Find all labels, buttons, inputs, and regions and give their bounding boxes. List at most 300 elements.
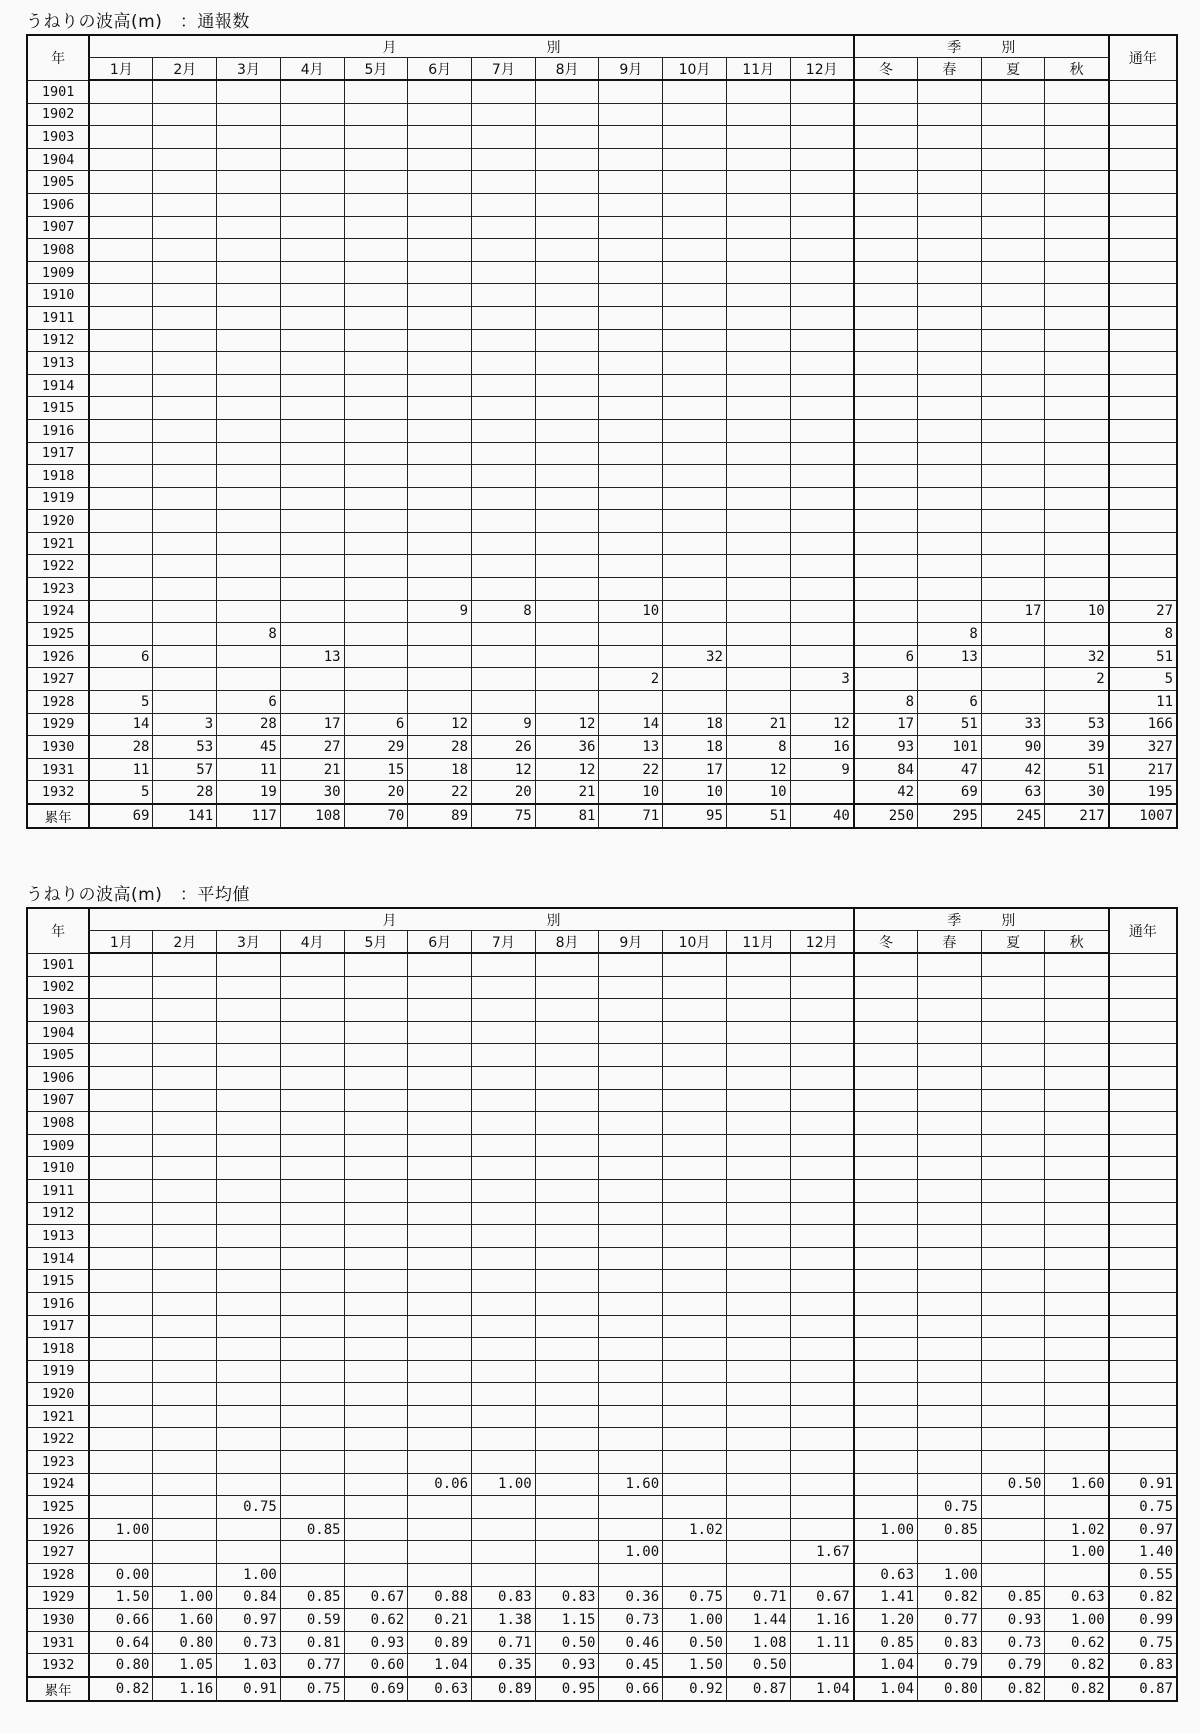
table-row bbox=[27, 623, 1177, 646]
value-cell bbox=[981, 1044, 1045, 1067]
value-cell bbox=[153, 1564, 217, 1587]
value-cell bbox=[89, 1383, 153, 1406]
value-cell bbox=[89, 623, 153, 646]
value-cell: 108 bbox=[280, 804, 344, 828]
value-cell bbox=[280, 487, 344, 510]
value-cell bbox=[1109, 487, 1177, 510]
table-row bbox=[27, 781, 1177, 804]
value-cell bbox=[408, 645, 472, 668]
value-cell bbox=[89, 216, 153, 239]
monthly-group-label-1: 月 bbox=[382, 912, 397, 929]
month-header: 6月 bbox=[408, 58, 472, 81]
value-cell bbox=[217, 1518, 281, 1541]
value-cell bbox=[663, 419, 727, 442]
value-cell bbox=[854, 465, 918, 488]
value-cell: 1007 bbox=[1109, 804, 1177, 828]
value-cell bbox=[663, 1564, 727, 1587]
value-cell: 12 bbox=[790, 713, 854, 736]
value-cell: 93 bbox=[854, 736, 918, 759]
value-cell: 0.00 bbox=[89, 1564, 153, 1587]
value-cell: 1.67 bbox=[790, 1541, 854, 1564]
value-cell bbox=[344, 953, 408, 976]
table-row bbox=[27, 80, 1177, 103]
month-header: 1月 bbox=[89, 58, 153, 81]
value-cell bbox=[854, 668, 918, 691]
monthly-group-label-1: 月 bbox=[382, 39, 397, 56]
value-cell bbox=[790, 1066, 854, 1089]
value-cell bbox=[663, 953, 727, 976]
value-cell: 42 bbox=[981, 758, 1045, 781]
value-cell bbox=[599, 1338, 663, 1361]
value-cell bbox=[217, 1383, 281, 1406]
year-cell: 1929 bbox=[27, 713, 89, 736]
value-cell bbox=[280, 953, 344, 976]
value-cell bbox=[726, 1518, 790, 1541]
value-cell bbox=[599, 1066, 663, 1089]
value-cell bbox=[535, 691, 599, 714]
value-cell bbox=[472, 261, 536, 284]
value-cell bbox=[344, 600, 408, 623]
value-cell: 1.41 bbox=[854, 1586, 918, 1609]
value-cell bbox=[918, 1428, 982, 1451]
value-cell bbox=[1109, 1270, 1177, 1293]
value-cell bbox=[408, 1270, 472, 1293]
season-header: 春 bbox=[918, 931, 982, 954]
value-cell: 117 bbox=[217, 804, 281, 828]
value-cell bbox=[153, 103, 217, 126]
value-cell bbox=[663, 976, 727, 999]
value-cell bbox=[918, 126, 982, 149]
value-cell: 27 bbox=[1109, 600, 1177, 623]
value-cell bbox=[790, 1518, 854, 1541]
month-header: 4月 bbox=[280, 58, 344, 81]
value-cell bbox=[790, 1179, 854, 1202]
value-cell bbox=[472, 239, 536, 262]
value-cell bbox=[1045, 1066, 1109, 1089]
value-cell: 14 bbox=[89, 713, 153, 736]
value-cell bbox=[472, 465, 536, 488]
value-cell bbox=[535, 1383, 599, 1406]
value-cell bbox=[217, 1473, 281, 1496]
month-header: 8月 bbox=[535, 58, 599, 81]
value-cell bbox=[1109, 1360, 1177, 1383]
value-cell: 26 bbox=[472, 736, 536, 759]
value-cell: 0.59 bbox=[280, 1609, 344, 1632]
value-cell bbox=[726, 1270, 790, 1293]
value-cell bbox=[599, 1405, 663, 1428]
value-cell: 14 bbox=[599, 713, 663, 736]
value-cell: 0.97 bbox=[217, 1609, 281, 1632]
value-cell bbox=[981, 1315, 1045, 1338]
value-cell bbox=[726, 171, 790, 194]
value-cell bbox=[726, 1089, 790, 1112]
value-cell bbox=[663, 1202, 727, 1225]
value-cell bbox=[535, 1315, 599, 1338]
value-cell bbox=[663, 600, 727, 623]
value-cell: 9 bbox=[790, 758, 854, 781]
value-cell: 0.82 bbox=[918, 1586, 982, 1609]
year-cell: 1902 bbox=[27, 976, 89, 999]
value-cell bbox=[89, 284, 153, 307]
value-cell bbox=[344, 510, 408, 533]
value-cell bbox=[918, 193, 982, 216]
value-cell: 21 bbox=[535, 781, 599, 804]
value-cell bbox=[854, 1066, 918, 1089]
value-cell bbox=[981, 1496, 1045, 1519]
value-cell bbox=[981, 148, 1045, 171]
value-cell bbox=[1045, 419, 1109, 442]
value-cell: 69 bbox=[89, 804, 153, 828]
value-cell: 0.82 bbox=[1109, 1586, 1177, 1609]
value-cell bbox=[663, 1157, 727, 1180]
value-cell: 81 bbox=[535, 804, 599, 828]
value-cell bbox=[344, 397, 408, 420]
table-row bbox=[27, 374, 1177, 397]
value-cell bbox=[790, 976, 854, 999]
value-cell: 0.36 bbox=[599, 1586, 663, 1609]
value-cell: 0.73 bbox=[599, 1609, 663, 1632]
section-title: うねりの波高(m) ：平均値 bbox=[26, 885, 250, 905]
value-cell: 17 bbox=[663, 758, 727, 781]
value-cell bbox=[663, 999, 727, 1022]
value-cell bbox=[472, 645, 536, 668]
value-cell bbox=[217, 1157, 281, 1180]
value-cell bbox=[280, 1292, 344, 1315]
value-cell bbox=[344, 1360, 408, 1383]
value-cell bbox=[217, 1405, 281, 1428]
value-cell bbox=[472, 193, 536, 216]
value-cell bbox=[790, 600, 854, 623]
value-cell bbox=[726, 216, 790, 239]
value-cell bbox=[918, 1112, 982, 1135]
value-cell bbox=[472, 487, 536, 510]
value-cell bbox=[472, 1405, 536, 1428]
value-cell: 47 bbox=[918, 758, 982, 781]
value-cell bbox=[89, 1089, 153, 1112]
value-cell bbox=[408, 1315, 472, 1338]
value-cell: 8 bbox=[217, 623, 281, 646]
value-cell: 19 bbox=[217, 781, 281, 804]
value-cell: 1.00 bbox=[1045, 1541, 1109, 1564]
value-cell bbox=[1109, 1451, 1177, 1474]
value-cell: 1.44 bbox=[726, 1609, 790, 1632]
value-cell bbox=[408, 329, 472, 352]
value-cell bbox=[408, 1202, 472, 1225]
value-cell bbox=[1045, 953, 1109, 976]
value-cell: 13 bbox=[599, 736, 663, 759]
value-cell: 0.88 bbox=[408, 1586, 472, 1609]
value-cell bbox=[472, 623, 536, 646]
value-cell bbox=[344, 352, 408, 375]
value-cell bbox=[726, 1564, 790, 1587]
value-cell bbox=[408, 103, 472, 126]
value-cell bbox=[663, 1315, 727, 1338]
value-cell: 6 bbox=[854, 645, 918, 668]
value-cell bbox=[217, 999, 281, 1022]
table-row bbox=[27, 1473, 1177, 1496]
value-cell: 0.84 bbox=[217, 1586, 281, 1609]
value-cell: 1.00 bbox=[599, 1541, 663, 1564]
value-cell bbox=[1109, 1202, 1177, 1225]
value-cell: 6 bbox=[89, 645, 153, 668]
table-row bbox=[27, 668, 1177, 691]
value-cell bbox=[408, 148, 472, 171]
value-cell bbox=[599, 419, 663, 442]
value-cell bbox=[153, 1225, 217, 1248]
month-header: 8月 bbox=[535, 931, 599, 954]
month-header: 6月 bbox=[408, 931, 472, 954]
value-cell bbox=[408, 1383, 472, 1406]
value-cell bbox=[981, 1451, 1045, 1474]
year-cell: 1915 bbox=[27, 397, 89, 420]
value-cell bbox=[472, 171, 536, 194]
value-cell bbox=[280, 1564, 344, 1587]
value-cell bbox=[599, 578, 663, 601]
value-cell bbox=[280, 1066, 344, 1089]
value-cell bbox=[535, 171, 599, 194]
value-cell bbox=[918, 442, 982, 465]
value-cell bbox=[535, 1089, 599, 1112]
value-cell bbox=[408, 465, 472, 488]
value-cell bbox=[280, 1225, 344, 1248]
value-cell bbox=[217, 1315, 281, 1338]
value-cell bbox=[790, 532, 854, 555]
value-cell bbox=[981, 80, 1045, 103]
value-cell bbox=[280, 442, 344, 465]
value-cell bbox=[408, 1247, 472, 1270]
month-header: 3月 bbox=[217, 58, 281, 81]
value-cell bbox=[153, 239, 217, 262]
value-cell bbox=[217, 397, 281, 420]
value-cell: 1.05 bbox=[153, 1654, 217, 1677]
value-cell bbox=[1045, 103, 1109, 126]
value-cell bbox=[663, 1541, 727, 1564]
table-row bbox=[27, 1541, 1177, 1564]
table-row bbox=[27, 352, 1177, 375]
monthly-group-header bbox=[89, 908, 854, 931]
value-cell bbox=[981, 1021, 1045, 1044]
value-cell bbox=[89, 193, 153, 216]
value-cell: 0.87 bbox=[726, 1677, 790, 1701]
value-cell bbox=[790, 239, 854, 262]
value-cell bbox=[918, 1451, 982, 1474]
value-cell bbox=[217, 465, 281, 488]
value-cell bbox=[790, 487, 854, 510]
value-cell bbox=[854, 1157, 918, 1180]
value-cell bbox=[153, 193, 217, 216]
value-cell bbox=[280, 1338, 344, 1361]
value-cell bbox=[981, 487, 1045, 510]
value-cell: 53 bbox=[1045, 713, 1109, 736]
value-cell bbox=[408, 306, 472, 329]
value-cell bbox=[280, 510, 344, 533]
year-cell: 累年 bbox=[27, 1677, 89, 1701]
value-cell bbox=[663, 1383, 727, 1406]
value-cell bbox=[854, 171, 918, 194]
value-cell bbox=[854, 1044, 918, 1067]
value-cell bbox=[408, 1225, 472, 1248]
value-cell bbox=[918, 1202, 982, 1225]
value-cell bbox=[1045, 1247, 1109, 1270]
value-cell bbox=[217, 645, 281, 668]
value-cell bbox=[153, 1089, 217, 1112]
value-cell bbox=[854, 1451, 918, 1474]
table-row bbox=[27, 1202, 1177, 1225]
value-cell: 22 bbox=[599, 758, 663, 781]
year-header: 年 bbox=[27, 35, 89, 80]
value-cell bbox=[153, 1112, 217, 1135]
value-cell bbox=[599, 1089, 663, 1112]
value-cell bbox=[535, 465, 599, 488]
value-cell bbox=[1045, 329, 1109, 352]
value-cell bbox=[981, 953, 1045, 976]
month-header: 10月 bbox=[663, 931, 727, 954]
value-cell bbox=[89, 126, 153, 149]
value-cell bbox=[1109, 419, 1177, 442]
value-cell bbox=[790, 193, 854, 216]
value-cell: 2 bbox=[1045, 668, 1109, 691]
value-cell bbox=[1109, 976, 1177, 999]
value-cell bbox=[344, 1451, 408, 1474]
value-cell bbox=[408, 1089, 472, 1112]
value-cell bbox=[408, 1021, 472, 1044]
value-cell: 0.83 bbox=[472, 1586, 536, 1609]
month-header: 11月 bbox=[726, 931, 790, 954]
table-row bbox=[27, 532, 1177, 555]
value-cell bbox=[217, 1360, 281, 1383]
value-cell bbox=[344, 1225, 408, 1248]
year-cell: 1913 bbox=[27, 352, 89, 375]
year-cell: 1909 bbox=[27, 261, 89, 284]
value-cell bbox=[981, 1134, 1045, 1157]
season-header: 冬 bbox=[854, 931, 918, 954]
value-cell bbox=[854, 216, 918, 239]
value-cell bbox=[89, 487, 153, 510]
value-cell bbox=[89, 239, 153, 262]
value-cell bbox=[344, 1134, 408, 1157]
value-cell: 10 bbox=[599, 600, 663, 623]
value-cell: 0.89 bbox=[472, 1677, 536, 1701]
value-cell bbox=[280, 239, 344, 262]
value-cell bbox=[599, 239, 663, 262]
value-cell bbox=[726, 1292, 790, 1315]
value-cell bbox=[790, 1021, 854, 1044]
value-cell bbox=[280, 80, 344, 103]
value-cell bbox=[153, 1247, 217, 1270]
value-cell bbox=[408, 1360, 472, 1383]
value-cell bbox=[1045, 374, 1109, 397]
value-cell bbox=[344, 1066, 408, 1089]
month-header: 10月 bbox=[663, 58, 727, 81]
table-row bbox=[27, 126, 1177, 149]
value-cell bbox=[726, 261, 790, 284]
value-cell bbox=[981, 1428, 1045, 1451]
value-cell bbox=[89, 419, 153, 442]
value-cell bbox=[535, 953, 599, 976]
table-row bbox=[27, 487, 1177, 510]
value-cell bbox=[344, 1292, 408, 1315]
value-cell bbox=[1045, 306, 1109, 329]
value-cell bbox=[408, 953, 472, 976]
year-cell: 1909 bbox=[27, 1134, 89, 1157]
value-cell: 1.15 bbox=[535, 1609, 599, 1632]
value-cell bbox=[981, 465, 1045, 488]
table-row bbox=[27, 193, 1177, 216]
value-cell: 0.91 bbox=[1109, 1473, 1177, 1496]
value-cell bbox=[854, 1338, 918, 1361]
value-cell bbox=[981, 1066, 1045, 1089]
value-cell bbox=[89, 80, 153, 103]
value-cell bbox=[981, 976, 1045, 999]
value-cell: 0.81 bbox=[280, 1631, 344, 1654]
value-cell bbox=[217, 1428, 281, 1451]
value-cell bbox=[1109, 329, 1177, 352]
value-cell bbox=[153, 953, 217, 976]
value-cell bbox=[599, 1202, 663, 1225]
value-cell bbox=[217, 126, 281, 149]
year-cell: 1913 bbox=[27, 1225, 89, 1248]
value-cell bbox=[663, 487, 727, 510]
value-cell bbox=[217, 1179, 281, 1202]
value-cell bbox=[1045, 442, 1109, 465]
value-cell bbox=[599, 148, 663, 171]
year-cell: 1921 bbox=[27, 1405, 89, 1428]
table-row bbox=[27, 645, 1177, 668]
value-cell: 1.60 bbox=[1045, 1473, 1109, 1496]
value-cell bbox=[981, 1360, 1045, 1383]
value-cell bbox=[1045, 193, 1109, 216]
value-cell bbox=[153, 171, 217, 194]
value-cell bbox=[217, 171, 281, 194]
value-cell bbox=[153, 1202, 217, 1225]
value-cell bbox=[535, 103, 599, 126]
value-cell bbox=[1045, 510, 1109, 533]
value-cell bbox=[89, 1225, 153, 1248]
value-cell bbox=[1109, 1021, 1177, 1044]
value-cell bbox=[1109, 442, 1177, 465]
value-cell bbox=[1109, 1089, 1177, 1112]
value-cell: 57 bbox=[153, 758, 217, 781]
table-row bbox=[27, 1112, 1177, 1135]
value-cell bbox=[981, 532, 1045, 555]
value-cell bbox=[89, 578, 153, 601]
value-cell bbox=[1109, 284, 1177, 307]
value-cell bbox=[854, 600, 918, 623]
value-cell: 10 bbox=[1045, 600, 1109, 623]
value-cell bbox=[1109, 465, 1177, 488]
value-cell: 1.02 bbox=[663, 1518, 727, 1541]
value-cell: 28 bbox=[217, 713, 281, 736]
value-cell bbox=[280, 1541, 344, 1564]
value-cell bbox=[89, 1044, 153, 1067]
value-cell bbox=[535, 1360, 599, 1383]
value-cell bbox=[472, 1112, 536, 1135]
value-cell bbox=[1045, 126, 1109, 149]
value-cell bbox=[153, 261, 217, 284]
value-cell bbox=[599, 216, 663, 239]
value-cell bbox=[663, 1044, 727, 1067]
value-cell bbox=[89, 1451, 153, 1474]
value-cell bbox=[535, 623, 599, 646]
value-cell bbox=[981, 645, 1045, 668]
value-cell bbox=[153, 465, 217, 488]
value-cell bbox=[1045, 532, 1109, 555]
table-row bbox=[27, 1044, 1177, 1067]
value-cell bbox=[153, 1044, 217, 1067]
value-cell bbox=[854, 1428, 918, 1451]
year-cell: 1910 bbox=[27, 284, 89, 307]
value-cell bbox=[599, 261, 663, 284]
